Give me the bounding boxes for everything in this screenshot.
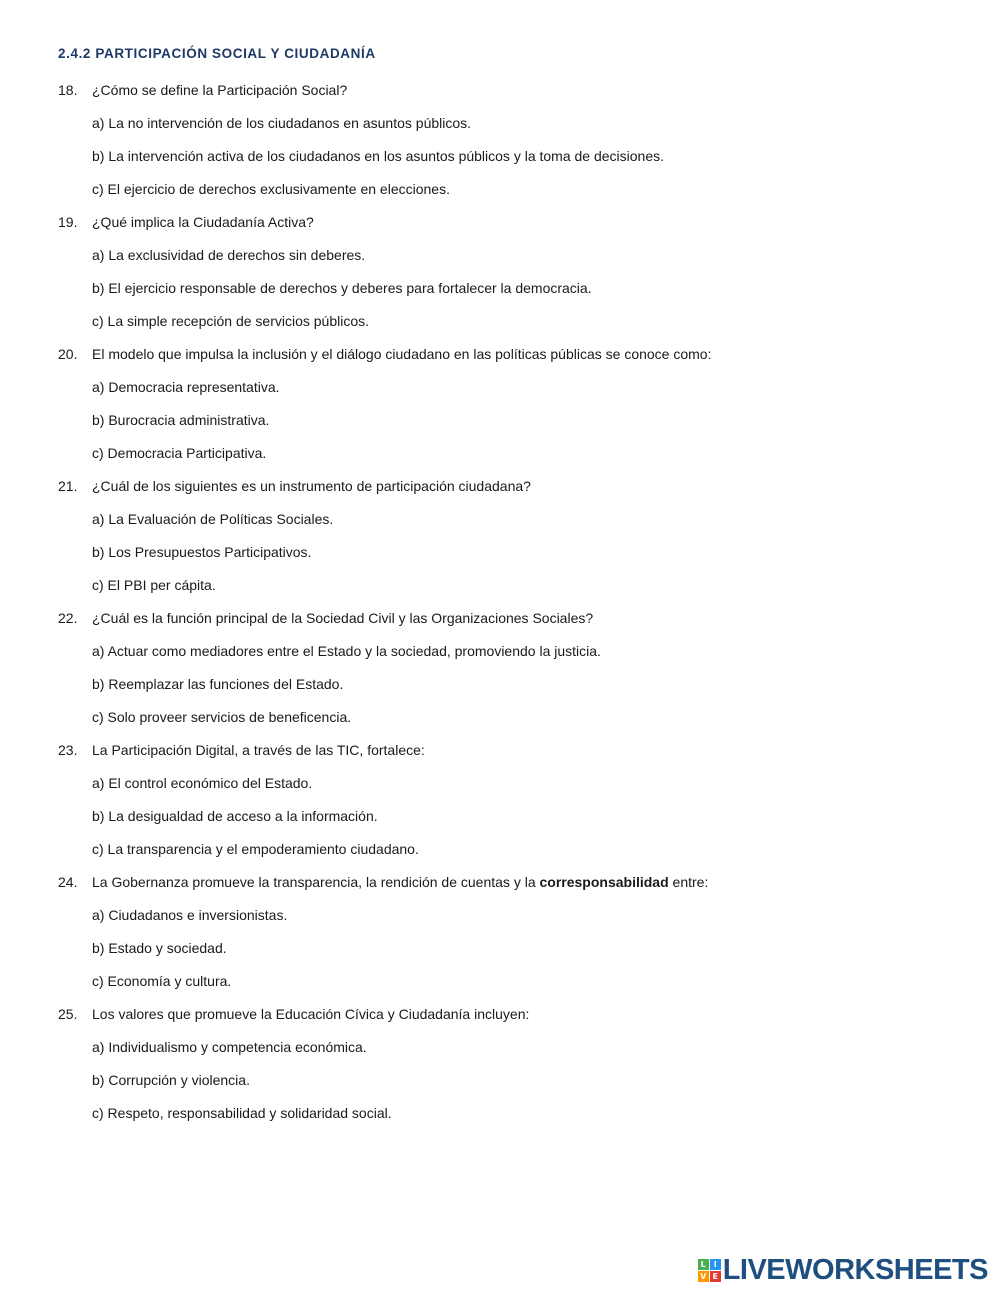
option-20c[interactable] xyxy=(58,443,958,476)
logo-cell: V xyxy=(698,1271,709,1282)
option-text: c) El PBI per cápita. xyxy=(92,577,216,593)
option-text: b) Burocracia administrativa. xyxy=(92,412,270,428)
option-text: c) El ejercicio de derechos exclusivamente en elecciones. xyxy=(92,181,450,197)
option-19b[interactable] xyxy=(58,278,958,311)
option-24a[interactable] xyxy=(58,905,958,938)
option-text: c) La transparencia y el empoderamiento ciudadano. xyxy=(92,841,419,857)
option-text: c) La simple recepción de servicios públicos. xyxy=(92,313,370,329)
question-number: 25. xyxy=(58,1006,78,1022)
option-24c[interactable] xyxy=(58,971,958,1004)
option-text: b) Corrupción y violencia. xyxy=(92,1072,250,1088)
option-text: a) La no intervención de los ciudadanos en asuntos públicos. xyxy=(92,115,472,131)
logo-cell: I xyxy=(710,1259,721,1270)
question-text: Los valores que promueve la Educación Cívica y Ciudadanía incluyen: xyxy=(92,1006,530,1022)
question-number: 21. xyxy=(58,478,78,494)
question-20 xyxy=(58,344,958,377)
option-25c[interactable] xyxy=(58,1103,958,1136)
logo-cell: E xyxy=(710,1271,721,1282)
question-text: El modelo que impulsa la inclusión y el diálogo ciudadano en las políticas públicas se conoce como: xyxy=(92,346,712,362)
option-text: b) La intervención activa de los ciudadanos en los asuntos públicos y la toma de decisiones. xyxy=(92,148,665,164)
question-text: ¿Qué implica la Ciudadanía Activa? xyxy=(92,214,314,230)
option-21c[interactable] xyxy=(58,575,958,608)
question-number: 18. xyxy=(58,82,78,98)
option-text: a) Actuar como mediadores entre el Estado y la sociedad, promoviendo la justicia. xyxy=(92,643,601,659)
option-18a[interactable] xyxy=(58,113,958,146)
option-text: a) La exclusividad de derechos sin deberes. xyxy=(92,247,366,263)
question-text-bold: corresponsabilidad xyxy=(539,874,669,890)
question-number: 19. xyxy=(58,214,78,230)
question-18 xyxy=(58,80,958,113)
option-22a[interactable] xyxy=(58,641,958,674)
question-23 xyxy=(58,740,958,773)
option-text: b) Estado y sociedad. xyxy=(92,940,227,956)
option-text: a) Democracia representativa. xyxy=(92,379,280,395)
option-20b[interactable] xyxy=(58,410,958,443)
question-number: 22. xyxy=(58,610,78,626)
option-text: b) Los Presupuestos Participativos. xyxy=(92,544,312,560)
question-number: 23. xyxy=(58,742,78,758)
option-text: b) El ejercicio responsable de derechos y deberes para fortalecer la democracia. xyxy=(92,280,592,296)
option-text: c) Economía y cultura. xyxy=(92,973,232,989)
question-text: La Participación Digital, a través de las TIC, fortalece: xyxy=(92,742,425,758)
question-text: ¿Cuál de los siguientes es un instrumento de participación ciudadana? xyxy=(92,478,531,494)
question-text-start: La Gobernanza promueve la transparencia, la rendición de cuentas y la xyxy=(92,874,540,890)
option-text: a) Ciudadanos e inversionistas. xyxy=(92,907,288,923)
option-text: a) El control económico del Estado. xyxy=(92,775,313,791)
question-21 xyxy=(58,476,958,509)
option-23b[interactable] xyxy=(58,806,958,839)
question-number: 24. xyxy=(58,874,78,890)
section-heading: 2.4.2 PARTICIPACIÓN SOCIAL Y CIUDADANÍA xyxy=(58,46,376,61)
question-19 xyxy=(58,212,958,245)
option-25a[interactable] xyxy=(58,1037,958,1070)
question-text-end: entre: xyxy=(668,874,709,890)
question-text: ¿Cómo se define la Participación Social? xyxy=(92,82,348,98)
question-number: 20. xyxy=(58,346,78,362)
option-23c[interactable] xyxy=(58,839,958,872)
option-19a[interactable] xyxy=(58,245,958,278)
option-19c[interactable] xyxy=(58,311,958,344)
question-list xyxy=(58,80,958,1136)
option-text: a) Individualismo y competencia económica. xyxy=(92,1039,367,1055)
option-text: b) La desigualdad de acceso a la información. xyxy=(92,808,378,824)
logo-grid-icon xyxy=(698,1259,721,1282)
option-24b[interactable] xyxy=(58,938,958,971)
option-18b[interactable] xyxy=(58,146,958,179)
option-text: c) Solo proveer servicios de beneficencia. xyxy=(92,709,352,725)
question-text xyxy=(92,872,708,892)
question-24 xyxy=(58,872,958,905)
option-21a[interactable] xyxy=(58,509,958,542)
option-22c[interactable] xyxy=(58,707,958,740)
question-22 xyxy=(58,608,958,641)
option-25b[interactable] xyxy=(58,1070,958,1103)
option-text: b) Reemplazar las funciones del Estado. xyxy=(92,676,344,692)
option-20a[interactable] xyxy=(58,377,958,410)
logo-cell: L xyxy=(698,1259,709,1270)
option-22b[interactable] xyxy=(58,674,958,707)
option-23a[interactable] xyxy=(58,773,958,806)
option-text: a) La Evaluación de Políticas Sociales. xyxy=(92,511,334,527)
logo-text: LIVEWORKSHEETS xyxy=(722,1253,988,1286)
option-21b[interactable] xyxy=(58,542,958,575)
option-text: c) Democracia Participativa. xyxy=(92,445,267,461)
question-25 xyxy=(58,1004,958,1037)
option-text: c) Respeto, responsabilidad y solidaridad social. xyxy=(92,1105,392,1121)
liveworksheets-logo[interactable] xyxy=(698,1254,988,1286)
question-text: ¿Cuál es la función principal de la Sociedad Civil y las Organizaciones Sociales? xyxy=(92,610,594,626)
option-18c[interactable] xyxy=(58,179,958,212)
